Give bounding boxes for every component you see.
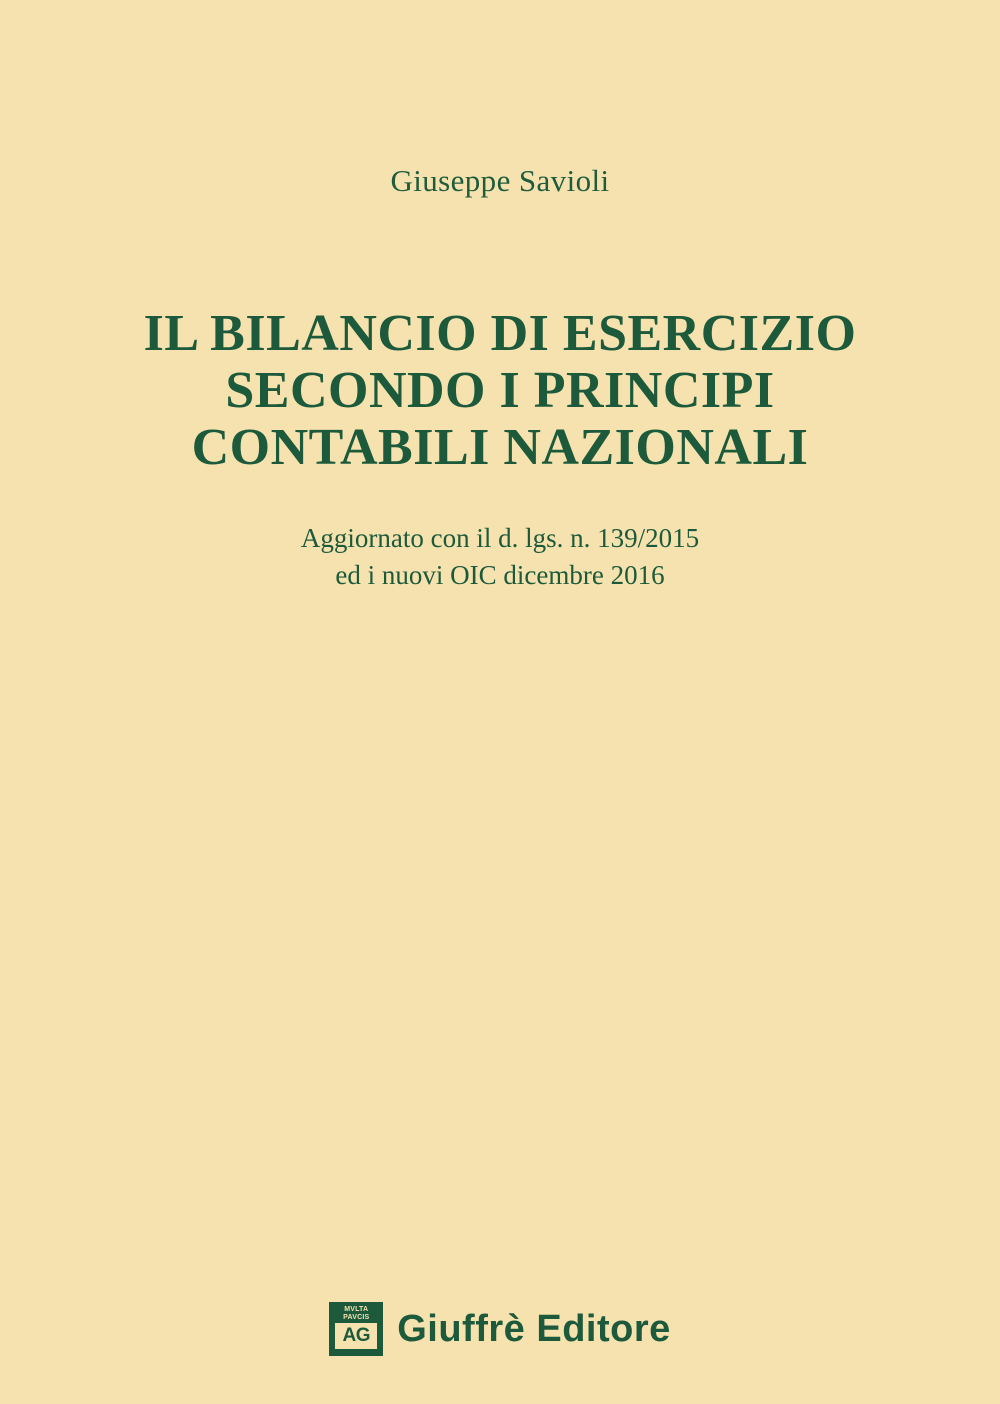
publisher-block [0,1302,1000,1356]
book-subtitle [0,520,1000,594]
logo-motto-line-1: MVLTA [344,1306,369,1313]
title-line-2: SECONDO I PRINCIPI [225,362,775,419]
publisher-logo-icon [329,1302,383,1356]
author-name: Giuseppe Savioli [390,163,610,198]
title-line-3: CONTABILI NAZIONALI [191,419,809,476]
title-line-1: IL BILANCIO DI ESERCIZIO [143,305,857,362]
logo-motto-line-2: PAVCIS [343,1313,370,1321]
book-title [0,305,1000,476]
publisher-name: Giuffrè Editore [397,1307,671,1350]
subtitle-line-2: ed i nuovi OIC dicembre 2016 [335,560,665,590]
logo-initials: AG [335,1323,377,1349]
subtitle-line-1: Aggiornato con il d. lgs. n. 139/2015 [300,523,700,553]
